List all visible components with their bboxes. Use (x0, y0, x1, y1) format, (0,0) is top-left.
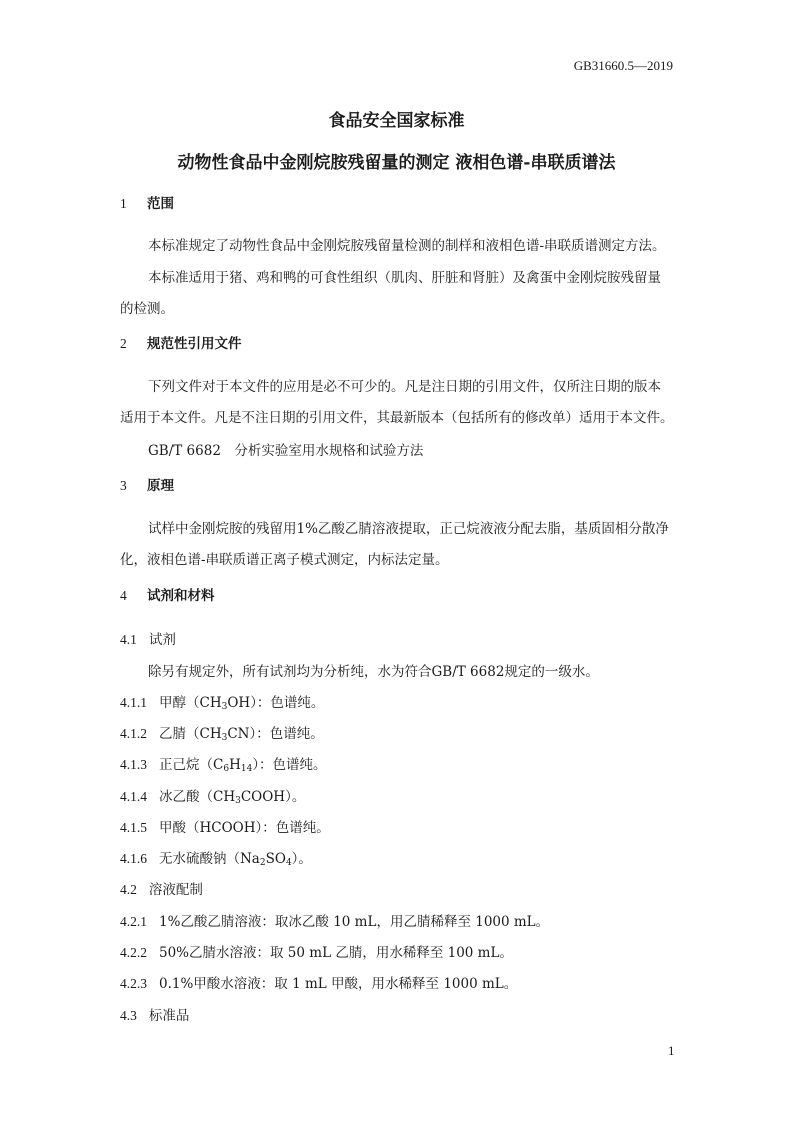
section-title: 试剂和材料 (147, 588, 215, 604)
item-number: 4.2.1 (120, 914, 147, 929)
item-number: 4.2.2 (120, 945, 147, 960)
page-number: 1 (668, 1043, 675, 1058)
normative-reference: GB/T 6682 分析实验室用水规格和试验方法 (148, 443, 424, 459)
reagent-text: ）：色谱纯。 (250, 695, 325, 711)
document-title: 动物性食品中金刚烷胺残留量的测定 液相色谱-串联质谱法 (177, 153, 616, 173)
reagent-text: CN (227, 726, 250, 742)
paragraph: 本标准规定了动物性食品中金刚烷胺残留量检测的制样和液相色谱-串联质谱测定方法。 (148, 238, 666, 254)
section-number: 2 (120, 336, 127, 351)
reagent-text: 甲酸（HCOOH (159, 820, 256, 836)
reagent-item (120, 753, 327, 774)
reagent-text: ）。 (291, 851, 312, 867)
section-number: 3 (120, 478, 127, 493)
reagent-text: 甲醇（CH (159, 695, 222, 711)
subsection-number: 4.2 (120, 882, 137, 897)
item-number: 4.1.2 (120, 726, 147, 741)
reagent-text: H (229, 757, 241, 773)
reagent-item (120, 816, 330, 837)
reagent-text: 乙腈（CH (159, 726, 222, 742)
reagent-text: ）：色谱纯。 (249, 726, 324, 742)
subscript: 6 (223, 764, 230, 774)
subsection-4-1-heading (120, 628, 176, 648)
subscript: 3 (235, 796, 241, 806)
reagent-item (120, 691, 324, 712)
section-number: 1 (120, 196, 127, 211)
paragraph-continued: 适用于本文件。凡是不注日期的引用文件，其最新版本（包括所有的修改单）适用于本文件。 (120, 410, 674, 426)
paragraph: 下列文件对于本文件的应用是必不可少的。凡是注日期的引用文件，仅所注日期的版本 (148, 379, 661, 395)
subscript: 2 (259, 858, 266, 868)
reagent-item (120, 722, 324, 743)
item-number: 4.1.6 (120, 851, 147, 866)
section-title: 原理 (147, 478, 174, 494)
subsection-4-3-heading (120, 1004, 189, 1024)
standard-title: 食品安全国家标准 (328, 111, 465, 131)
reagent-text: 无水硫酸钠（Na (159, 851, 260, 867)
reagent-text: SO (265, 851, 286, 867)
section-title: 规范性引用文件 (147, 336, 242, 352)
paragraph: 试样中金刚烷胺的残留用1%乙酸乙腈溶液提取，正己烷液液分配去脂，基质固相分散净 (148, 521, 669, 537)
item-number: 4.1.3 (120, 757, 147, 772)
reagent-item (120, 847, 312, 868)
solution-item (120, 910, 549, 930)
paragraph: 除另有规定外，所有试剂均为分析纯，水为符合GB/T 6682规定的一级水。 (148, 664, 599, 680)
subscript: 14 (240, 764, 253, 774)
paragraph: 本标准适用于猪、鸡和鸭的可食性组织（肌肉、肝脏和肾脏）及禽蛋中金刚烷胺残留量 (148, 270, 661, 286)
subscript: 3 (221, 733, 228, 743)
item-number: 4.1.4 (120, 789, 147, 804)
subsection-title: 溶液配制 (148, 882, 203, 898)
subscript: 4 (285, 858, 292, 868)
reagent-item (120, 785, 305, 806)
solution-text: 1%乙酸乙腈溶液：取冰乙酸 10 mL，用乙腈稀释至 1000 mL。 (159, 914, 550, 930)
solution-item (120, 972, 517, 992)
reagent-text: 正己烷（C (159, 757, 224, 773)
section-title: 范围 (147, 196, 174, 212)
subsection-title: 试剂 (148, 632, 176, 648)
subsection-number: 4.3 (120, 1008, 137, 1023)
section-3-heading (120, 474, 174, 494)
subsection-4-2-heading (120, 878, 203, 898)
item-number: 4.2.3 (120, 976, 147, 991)
solution-text: 0.1%甲酸水溶液：取 1 mL 甲酸，用水稀释至 1000 mL。 (159, 976, 518, 992)
reagent-text: 冰乙酸（CH (159, 789, 236, 805)
reagent-text: ）：色谱纯。 (252, 757, 327, 773)
paragraph-continued: 的检测。 (120, 301, 174, 317)
section-2-heading (120, 332, 242, 352)
section-1-heading (120, 192, 174, 212)
subsection-number: 4.1 (120, 632, 137, 647)
section-4-heading (120, 584, 215, 604)
reagent-text: ）：色谱纯。 (255, 820, 330, 836)
item-number: 4.1.1 (120, 695, 147, 710)
solution-item (120, 941, 513, 961)
subsection-title: 标准品 (148, 1008, 190, 1024)
subscript: 3 (221, 702, 228, 712)
item-number: 4.1.5 (120, 820, 147, 835)
document-number: GB31660.5—2019 (573, 58, 673, 73)
reagent-text: OH (227, 695, 251, 711)
reagent-text: ）。 (285, 789, 306, 805)
paragraph-continued: 化，液相色谱-串联质谱正离子模式测定，内标法定量。 (120, 552, 449, 568)
solution-text: 50%乙腈水溶液：取 50 mL 乙腈，用水稀释至 100 mL。 (159, 945, 513, 961)
section-number: 4 (120, 588, 127, 603)
reagent-text: COOH (240, 789, 286, 805)
